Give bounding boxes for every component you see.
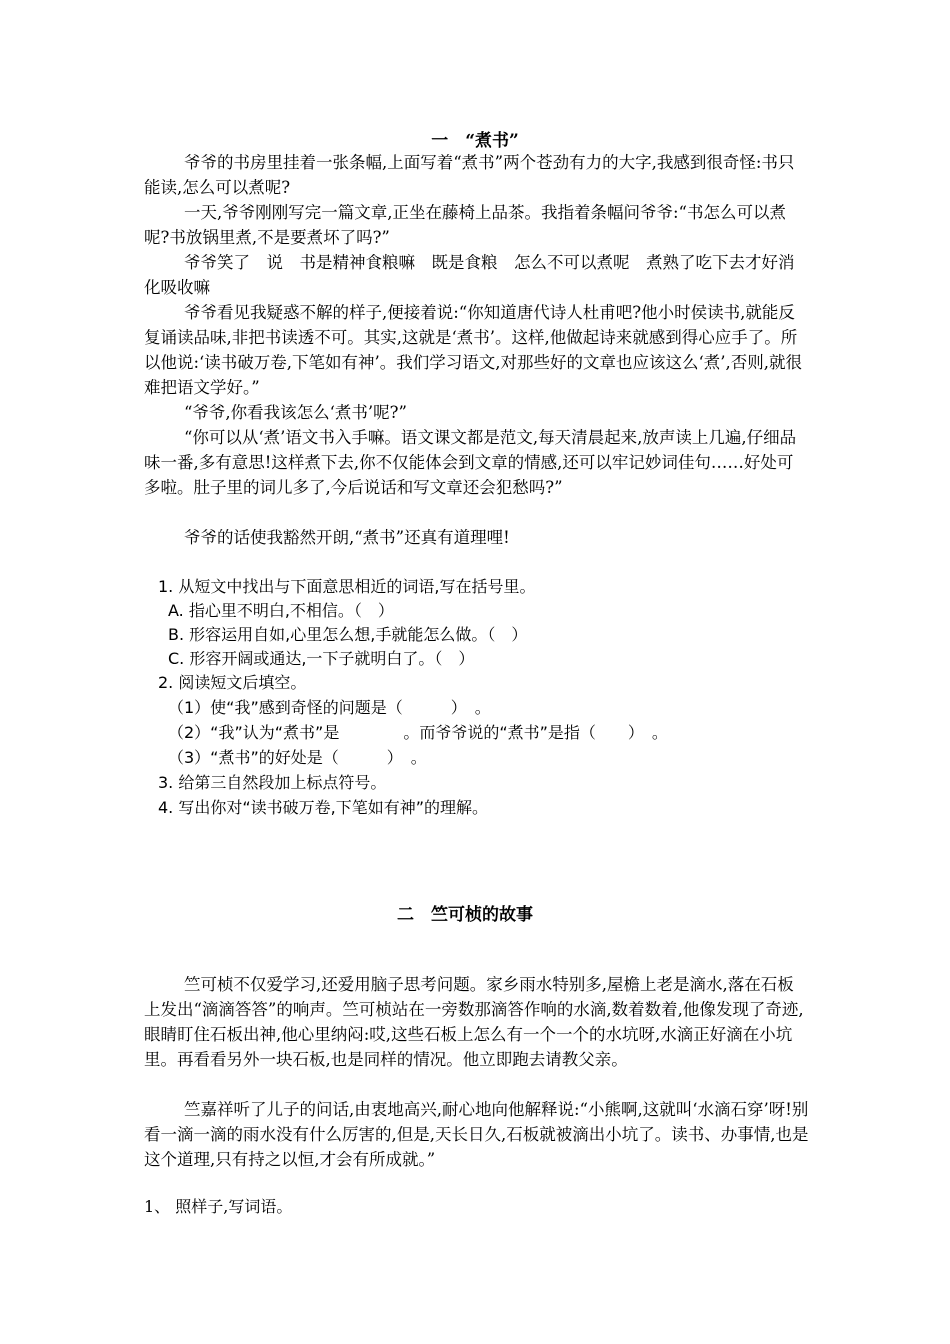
story1-title: 一 “煮书” xyxy=(431,131,519,151)
question-2: 2. 阅读短文后填空。 xyxy=(158,673,307,692)
story1-paragraph-5: “爷爷,你看我该怎么‘煮书’呢?” xyxy=(184,403,407,422)
question-1: 1. 从短文中找出与下面意思相近的词语,写在括号里。 xyxy=(158,577,536,596)
question-2-3: （3）“煮书”的好处是（ ） 。 xyxy=(168,748,427,767)
story1-paragraph-4: 爷爷看见我疑惑不解的样子,便接着说:“你知道唐代诗人杜甫吧?他小时侯读书,就能反复诵读品味,非把书读透不可。其实,这就是‘煮书’。这样,他做起诗来就感到得心应手了。所以他说:‘读书破万卷,下笔如有神’。我们学习语文,对那些好的文章也应该这么‘煮’,否则,就很难把语文学好。” xyxy=(144,303,803,397)
question-4: 4. 写出你对“读书破万卷,下笔如有神”的理解。 xyxy=(158,798,489,817)
question-2-2: （2）“我”认为“煮书”是 。而爷爷说的“煮书”是指（ ） 。 xyxy=(168,723,668,742)
story1-paragraph-1: 爷爷的书房里挂着一张条幅,上面写着“煮书”两个苍劲有力的大字,我感到很奇怪:书只能读,怎么可以煮呢? xyxy=(144,153,795,197)
story2-question-1: 1、 照样子,写词语。 xyxy=(144,1197,293,1216)
question-1-c: C. 形容开阔或通达,一下子就明白了。（ ） xyxy=(168,649,475,668)
question-1-b: B. 形容运用自如,心里怎么想,手就能怎么做。（ ） xyxy=(168,625,528,644)
story1-paragraph-2: 一天,爷爷刚刚写完一篇文章,正坐在藤椅上品茶。我指着条幅问爷爷:“书怎么可以煮呢?书放锅里煮,不是要煮坏了吗?” xyxy=(144,203,786,247)
story2-paragraph-1: 竺可桢不仅爱学习,还爱用脑子思考问题。家乡雨水特别多,屋檐上老是滴水,落在石板上发出“滴滴答答”的响声。竺可桢站在一旁数那滴答作响的水滴,数着数着,他像发现了奇迹,眼睛盯住石板出神,他心里纳闷:哎,这些石板上怎么有一个一个的水坑呀,水滴正好滴在小坑里。再看看另外一块石板,也是同样的情况。他立即跑去请教父亲。 xyxy=(144,975,804,1069)
question-2-1: （1）使“我”感到奇怪的问题是（ ） 。 xyxy=(168,698,491,717)
story2-paragraph-2: 竺嘉祥听了儿子的问话,由衷地高兴,耐心地向他解释说:“小熊啊,这就叫‘水滴石穿’呀!别看一滴一滴的雨水没有什么厉害的,但是,天长日久,石板就被滴出小坑了。读书、办事情,也是这个道理,只有持之以恒,才会有所成就。” xyxy=(144,1100,809,1169)
story1-paragraph-7: 爷爷的话使我豁然开朗,“煮书”还真有道理哩! xyxy=(184,528,510,547)
story1-paragraph-6: “你可以从‘煮’语文书入手嘛。语文课文都是范文,每天清晨起来,放声读上几遍,仔细品味一番,多有意思!这样煮下去,你不仅能体会到文章的情感,还可以牢记妙词佳句……好处可多啦。肚子里的词儿多了,今后说话和写文章还会犯愁吗?” xyxy=(144,428,797,497)
question-1-a: A. 指心里不明白,不相信。（ ） xyxy=(168,601,394,620)
question-3: 3. 给第三自然段加上标点符号。 xyxy=(158,773,387,792)
story1-paragraph-3: 爷爷笑了 说 书是精神食粮嘛 既是食粮 怎么不可以煮呢 煮熟了吃下去才好消化吸收嘛 xyxy=(144,253,795,297)
story2-title: 二 竺可桢的故事 xyxy=(397,905,533,925)
